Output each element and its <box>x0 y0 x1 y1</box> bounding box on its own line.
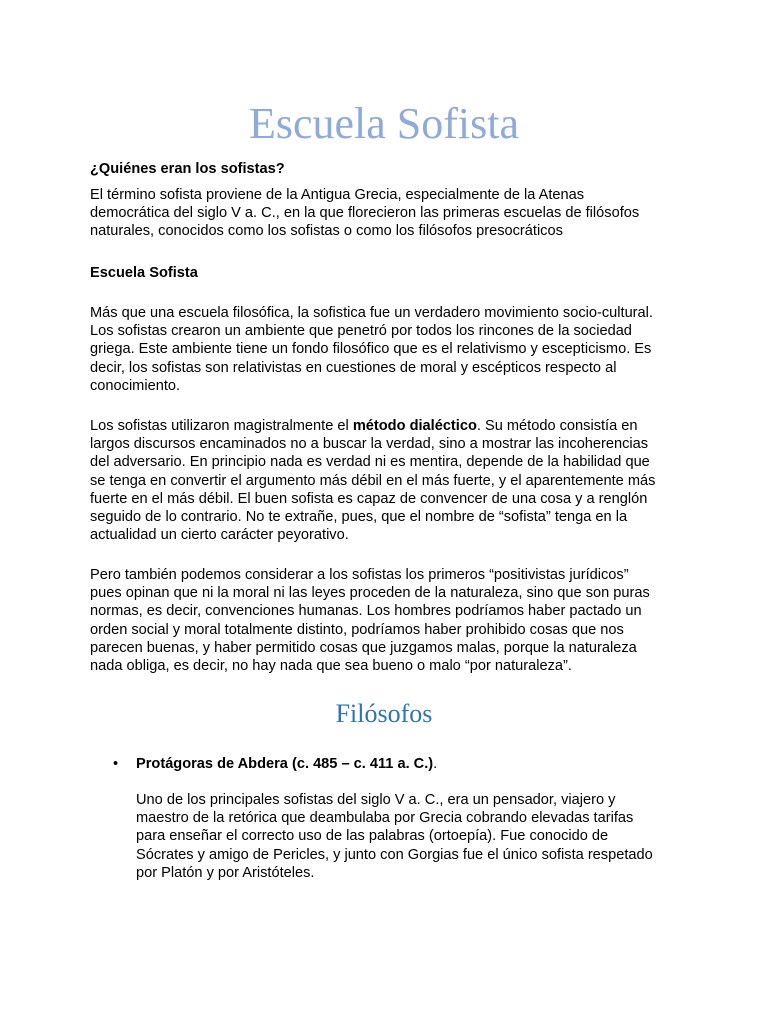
intro-paragraph <box>90 186 680 241</box>
text-line: Pero también podemos considerar a los sofistas los primeros “positivistas jurídicos” <box>90 567 629 583</box>
question-heading: ¿Quiénes eran los sofistas? <box>90 161 285 177</box>
text-line: naturales, conocidos como los sofistas o como los filósofos presocráticos <box>90 223 563 240</box>
text-line: griega. Este ambiente tiene un fondo filosófico que es el relativismo y escepticismo. Es <box>90 341 652 358</box>
bold-term: método dialéctico <box>352 418 477 434</box>
text-line: democrática del siglo V a. C., en la que florecieron las primeras escuelas de filósofos <box>90 205 640 222</box>
text-line: conocimiento. <box>90 377 181 394</box>
text-line: se tenga en convertir el argumento más débil en el más fuerte, y el aparentemente más <box>90 472 656 489</box>
text-run: Los sofistas utilizaron magistralmente el <box>90 418 353 434</box>
text-line: del adversario. En principio nada es verdad ni es mentira, depende de la habilidad que <box>90 454 650 471</box>
text-line: seguido de lo contrario. No te extrañe, pues, que el nombre de “sofista” tenga en la <box>90 509 628 526</box>
text-line: por Platón y por Aristóteles. <box>136 864 315 881</box>
text-line: pues opinan que ni la moral ni las leyes proceden de la naturaleza, sino que son puras <box>90 585 650 602</box>
bullet-marker: • <box>113 756 119 772</box>
philosopher-name: Protágoras de Abdera (c. 485 – c. 411 a. C.) <box>136 756 434 772</box>
text-line: maestro de la retórica que deambulaba por Grecia cobrando elevadas tarifas <box>136 810 634 827</box>
text-line: Sócrates y amigo de Pericles, y junto con Gorgias fue el único sofista respetado <box>136 846 653 863</box>
paragraph-protagoras <box>136 791 676 882</box>
text-line: actualidad un cierto carácter peyorativo. <box>90 527 349 544</box>
paragraph-dialectic <box>90 417 680 544</box>
text-run: . Su método consistía en <box>476 418 638 434</box>
text-line: El término sofista proviene de la Antigua Grecia, especialmente de la Atenas <box>90 187 585 203</box>
text-line: Uno de los principales sofistas del siglo V a. C., era un pensador, viajero y <box>136 792 616 808</box>
text-line: Los sofistas crearon un ambiente que penetró por todos los rincones de la sociedad <box>90 323 632 340</box>
document-title: Escuela Sofista <box>248 99 520 148</box>
text-line: orden social y moral totalmente distinto, podríamos haber prohibido cosas que nos <box>90 621 624 638</box>
text-line: parecen buenas, y haber permitido cosas que juzgamos malas, porque la naturaleza <box>90 639 637 656</box>
text-line: decir, los sofistas son relativistas en cuestiones de moral y escépticos respecto al <box>90 359 617 376</box>
text-line: normas, es decir, convenciones humanas. Los hombres podríamos haber pactado un <box>90 603 642 620</box>
text-line: nada obliga, es decir, no hay nada que sea bueno o malo “por naturaleza”. <box>90 658 572 675</box>
list-item-text <box>136 755 437 773</box>
text-line: largos discursos encaminados no a buscar la verdad, sino a mostrar las incoherencias <box>90 436 649 453</box>
text-run: . <box>433 756 438 772</box>
text-line: fuerte en el más débil. El buen sofista es capaz de convencer de una cosa y a renglón <box>90 490 648 507</box>
text-line <box>90 417 680 435</box>
paragraph-movement <box>90 304 680 395</box>
text-line: para enseñar el correcto uso de las palabras (ortoepía). Fue conocido de <box>136 828 609 845</box>
paragraph-positivists <box>90 566 680 675</box>
section-subtitle: Filósofos <box>335 699 433 728</box>
section-heading: Escuela Sofista <box>90 265 198 281</box>
text-line: Más que una escuela filosófica, la sofistica fue un verdadero movimiento socio-cultural. <box>90 305 653 321</box>
